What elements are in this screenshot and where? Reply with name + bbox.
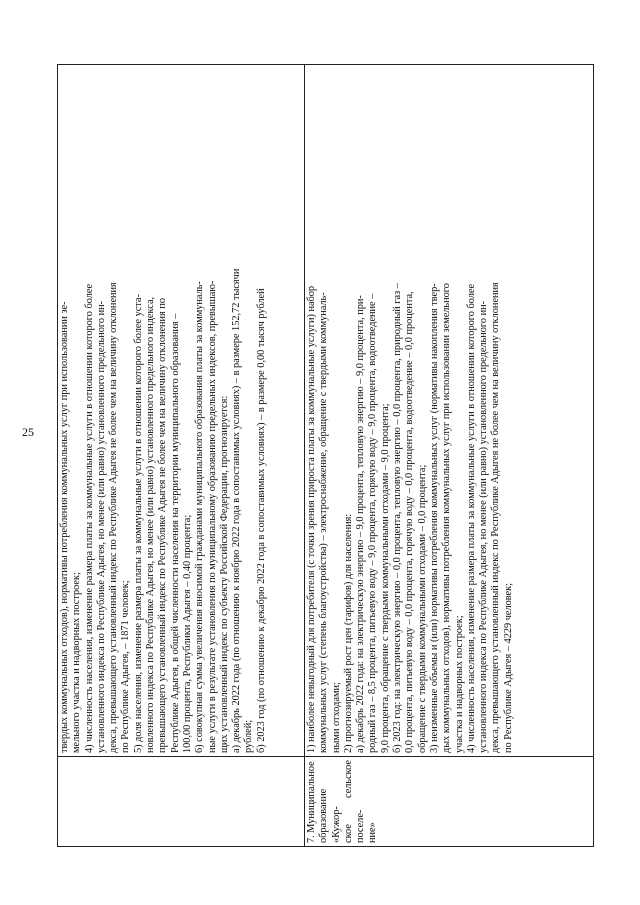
page-number: 25 (22, 425, 34, 439)
text-line: 4) численность населения, изменение размера платы за коммунальные услуги в отношении которого более (465, 283, 477, 753)
text-line: по Республике Адыгея – 4229 человек; (502, 583, 514, 753)
indices-table (57, 64, 594, 847)
text-line: обращение с твердыми коммунальными отходами – 0,0 процента; (416, 464, 428, 753)
text-line: 100,00 процента, Республики Адыгея – 0,40 процента; (181, 514, 193, 753)
text-line: 5) доля населения, изменение размера платы за коммунальные услуги в отношении которого более уста- (132, 294, 144, 753)
text-line: декса, превышающего установленный индекс по Республике Адыгея не более чем на величину отклонения (490, 282, 502, 753)
text-line: б) 2023 год: на электрическую энергию – 0,0 процента, тепловую энергию – 0,0 процента, природный газ – (392, 283, 404, 753)
text-line: рублей; (243, 719, 255, 753)
municipality-cell (305, 757, 594, 847)
text-line: б) 2023 год (по отношению к декабрю 2022 года в сопоставимых условиях) – в размере 0,00 тысяч рублей (255, 288, 267, 753)
description-cell (58, 65, 305, 757)
text-line: коммунальных услуг (степень благоустройства) – электроснабжение, обращение с твердыми коммуналь- (318, 292, 330, 753)
text-line: 9,0 процента, обращение с твердыми коммунальными отходами – 9,0 процента; (379, 403, 391, 753)
text-line: 2) прогнозируемый рост цен (тарифов) для населения: (342, 513, 354, 753)
text-line: новленного индекса по Республике Адыгея, но менее (или равно) установленного предельного индекса, (145, 296, 157, 753)
text-line: ными отходами; (330, 682, 342, 753)
text-line: а) декабрь 2022 года: на электрическую энергию – 9,0 процента, тепловую энергию – 9,0 процента, при- (355, 295, 367, 753)
text-line: 1) наиболее невыгодный для потребителя (с точки зрения прироста платы за коммунальные услуги) набор (306, 285, 317, 753)
table-row (58, 65, 305, 847)
text-line: а) декабрь 2022 года (по отношению к ноябрю 2022 года в сопоставимых условиях) – в размере 152,72 тысячи (231, 268, 243, 753)
text-line: декса, превышающего установленный индекс по Республике Адыгея не более чем на величину отклонения (108, 282, 120, 753)
text-line: родный газ – 8,5 процента, питьевую воду – 9,0 процента, горячую воду – 9,0 процента, водоотведение – (367, 293, 379, 753)
text-line: мельного участка и надворных построек; (71, 572, 83, 753)
text-line: Республике Адыгея, в общей численности населения на территории муниципального образования – (169, 313, 181, 753)
text-line: ные услуги в результате установления по муниципальному образованию предельных индексов, превышаю- (206, 280, 218, 753)
text-line: превышающего установленный индекс по Республике Адыгея не более чем на величину отклонения по (157, 297, 169, 753)
text-line: 6) совокупная сумма увеличения вносимой гражданами муниципального образования платы за коммуналь- (194, 281, 206, 753)
text-line: 4) численность населения, изменение размера платы за коммунальные услуги в отношении которого более (83, 283, 95, 753)
text-line: 7. Муниципальное (306, 761, 317, 843)
text-line: щих установленный индекс по субъекту Российской Федерации, прогнозируется: (218, 395, 230, 753)
rotated-page-content (57, 64, 594, 847)
text-line: по Республике Адыгея, – 1871 человек; (120, 580, 132, 753)
text-line: ское сельское поселе- (342, 760, 367, 843)
municipality-cell-empty (58, 757, 305, 847)
text-line: дых коммунальных отходов), нормативы потребления коммунальных услуг при использовании земельного (441, 283, 453, 753)
text-line: ние» (367, 822, 379, 843)
text-line: установленного индекса по Республике Адыгея, но менее (или равно) установленного предельного ин- (95, 300, 107, 753)
text-line: 3) неизменные объемы и (или) нормативы потребления коммунальных услуг (нормативы накопления твер- (428, 283, 440, 753)
text-line: установленного индекса по Республике Адыгея, но менее (или равно) установленного предельного ин- (478, 300, 490, 753)
text-line: твердых коммунальных отходов), нормативы потребления коммунальных услуг при использовании зе- (59, 301, 70, 753)
text-line: образование «Кужор- (318, 788, 342, 843)
description-cell (305, 65, 594, 757)
text-line: участка и надворных построек; (453, 615, 465, 753)
text-line: 0,0 процента, питьевую воду – 0,0 процента, горячую воду – 0,0 процента, водоотведение – 0,0 процента, (404, 291, 416, 753)
table-row (305, 65, 594, 847)
